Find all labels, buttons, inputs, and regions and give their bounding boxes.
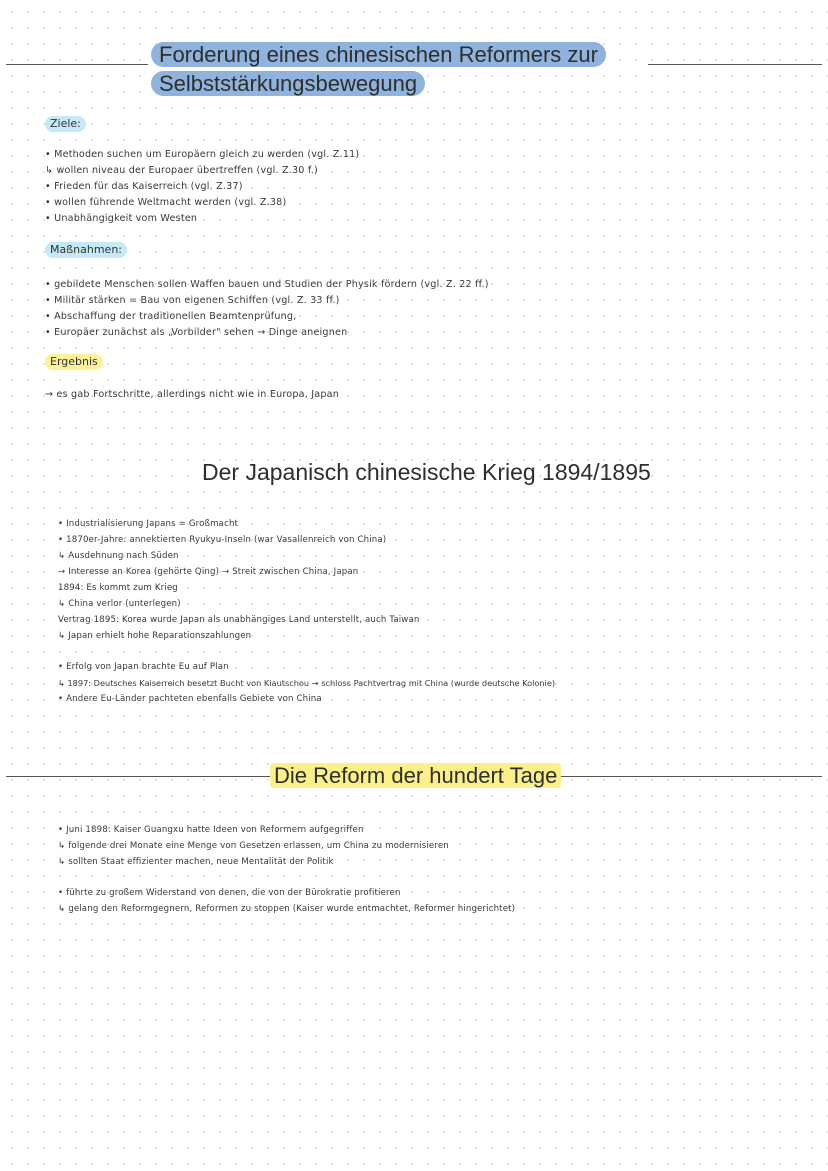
section2-line: ↳ China verlor (unterlegen) xyxy=(58,599,181,609)
massnahmen-item: • gebildete Menschen sollen Waffen bauen und Studien der Physik fördern (vgl. Z. 22 ff.) xyxy=(45,279,489,290)
section3-line: ↳ folgende drei Monate eine Menge von Gesetzen erlassen, um China zu modernisieren xyxy=(58,841,449,851)
massnahmen-item: • Militär stärken = Bau von eigenen Schiffen (vgl. Z. 33 ff.) xyxy=(45,295,340,306)
section3-line: ↳ sollten Staat effizienter machen, neue Mentalität der Politik xyxy=(58,857,334,867)
section1-title-line2-text: Selbststärkungsbewegung xyxy=(151,71,425,96)
section2-line: • Industrialisierung Japans = Großmacht xyxy=(58,519,239,529)
ergebnis-text: → es gab Fortschritte, allerdings nicht wie in Europa, Japan xyxy=(45,389,339,400)
massnahmen-label: Maßnahmen: xyxy=(45,242,127,258)
section2-line: Vertrag 1895: Korea wurde Japan als unabhängiges Land unterstellt, auch Taiwan xyxy=(58,615,420,625)
section3-title xyxy=(270,763,561,789)
section1-title-line1 xyxy=(151,42,606,68)
section2-line: 1894: Es kommt zum Krieg xyxy=(58,583,178,593)
title-rule-right xyxy=(648,64,822,65)
ziele-item: • wollen führende Weltmacht werden (vgl. Z.38) xyxy=(45,197,287,208)
section3-line: • führte zu großem Widerstand von denen, die von der Bürokratie profitieren xyxy=(58,888,401,898)
massnahmen-item: • Abschaffung der traditionellen Beamtenprüfung, xyxy=(45,311,297,322)
section2-line: ↳ Japan erhielt hohe Reparationszahlungen xyxy=(58,631,252,641)
ergebnis-label: Ergebnis xyxy=(45,354,103,370)
title-rule-left xyxy=(6,64,148,65)
ziele-label: Ziele: xyxy=(45,116,86,132)
section2-line: ↳ 1897: Deutsches Kaiserreich besetzt Bucht von Kiautschou → schloss Pachtvertrag mit China (wurde deutsche Kolonie) xyxy=(58,678,556,688)
ziele-item: • Methoden suchen um Europäern gleich zu werden (vgl. Z.11) xyxy=(45,149,360,160)
section2-line: • Andere Eu-Länder pachteten ebenfalls Gebiete von China xyxy=(58,694,322,704)
section1-title-line1-text: Forderung eines chinesischen Reformers zur xyxy=(151,42,606,67)
section2-line: • Erfolg von Japan brachte Eu auf Plan xyxy=(58,662,229,672)
ziele-item: ↳ wollen niveau der Europaer übertreffen (vgl. Z.30 f.) xyxy=(45,165,318,176)
section2-line: → Interesse an Korea (gehörte Qing) → Streit zwischen China, Japan xyxy=(58,567,359,577)
section3-line: • Juni 1898: Kaiser Guangxu hatte Ideen von Reformern aufgegriffen xyxy=(58,825,364,835)
section2-title: Der Japanisch chinesische Krieg 1894/1895 xyxy=(202,459,651,485)
section2-line: ↳ Ausdehnung nach Süden xyxy=(58,551,179,561)
section3-line: ↳ gelang den Reformgegnern, Reformen zu stoppen (Kaiser wurde entmachtet, Reformer hingerichtet) xyxy=(58,904,516,914)
section3-title-text: Die Reform der hundert Tage xyxy=(270,763,561,788)
ziele-item: • Unabhängigkeit vom Westen xyxy=(45,213,198,224)
massnahmen-item: • Europäer zunächst als „Vorbilder" sehen → Dinge aneignen xyxy=(45,327,348,338)
ziele-item: • Frieden für das Kaiserreich (vgl. Z.37) xyxy=(45,181,243,192)
section2-line: • 1870er-Jahre: annektierten Ryukyu-Inseln (war Vasallenreich von China) xyxy=(58,535,387,545)
section1-title-line2 xyxy=(151,71,425,97)
